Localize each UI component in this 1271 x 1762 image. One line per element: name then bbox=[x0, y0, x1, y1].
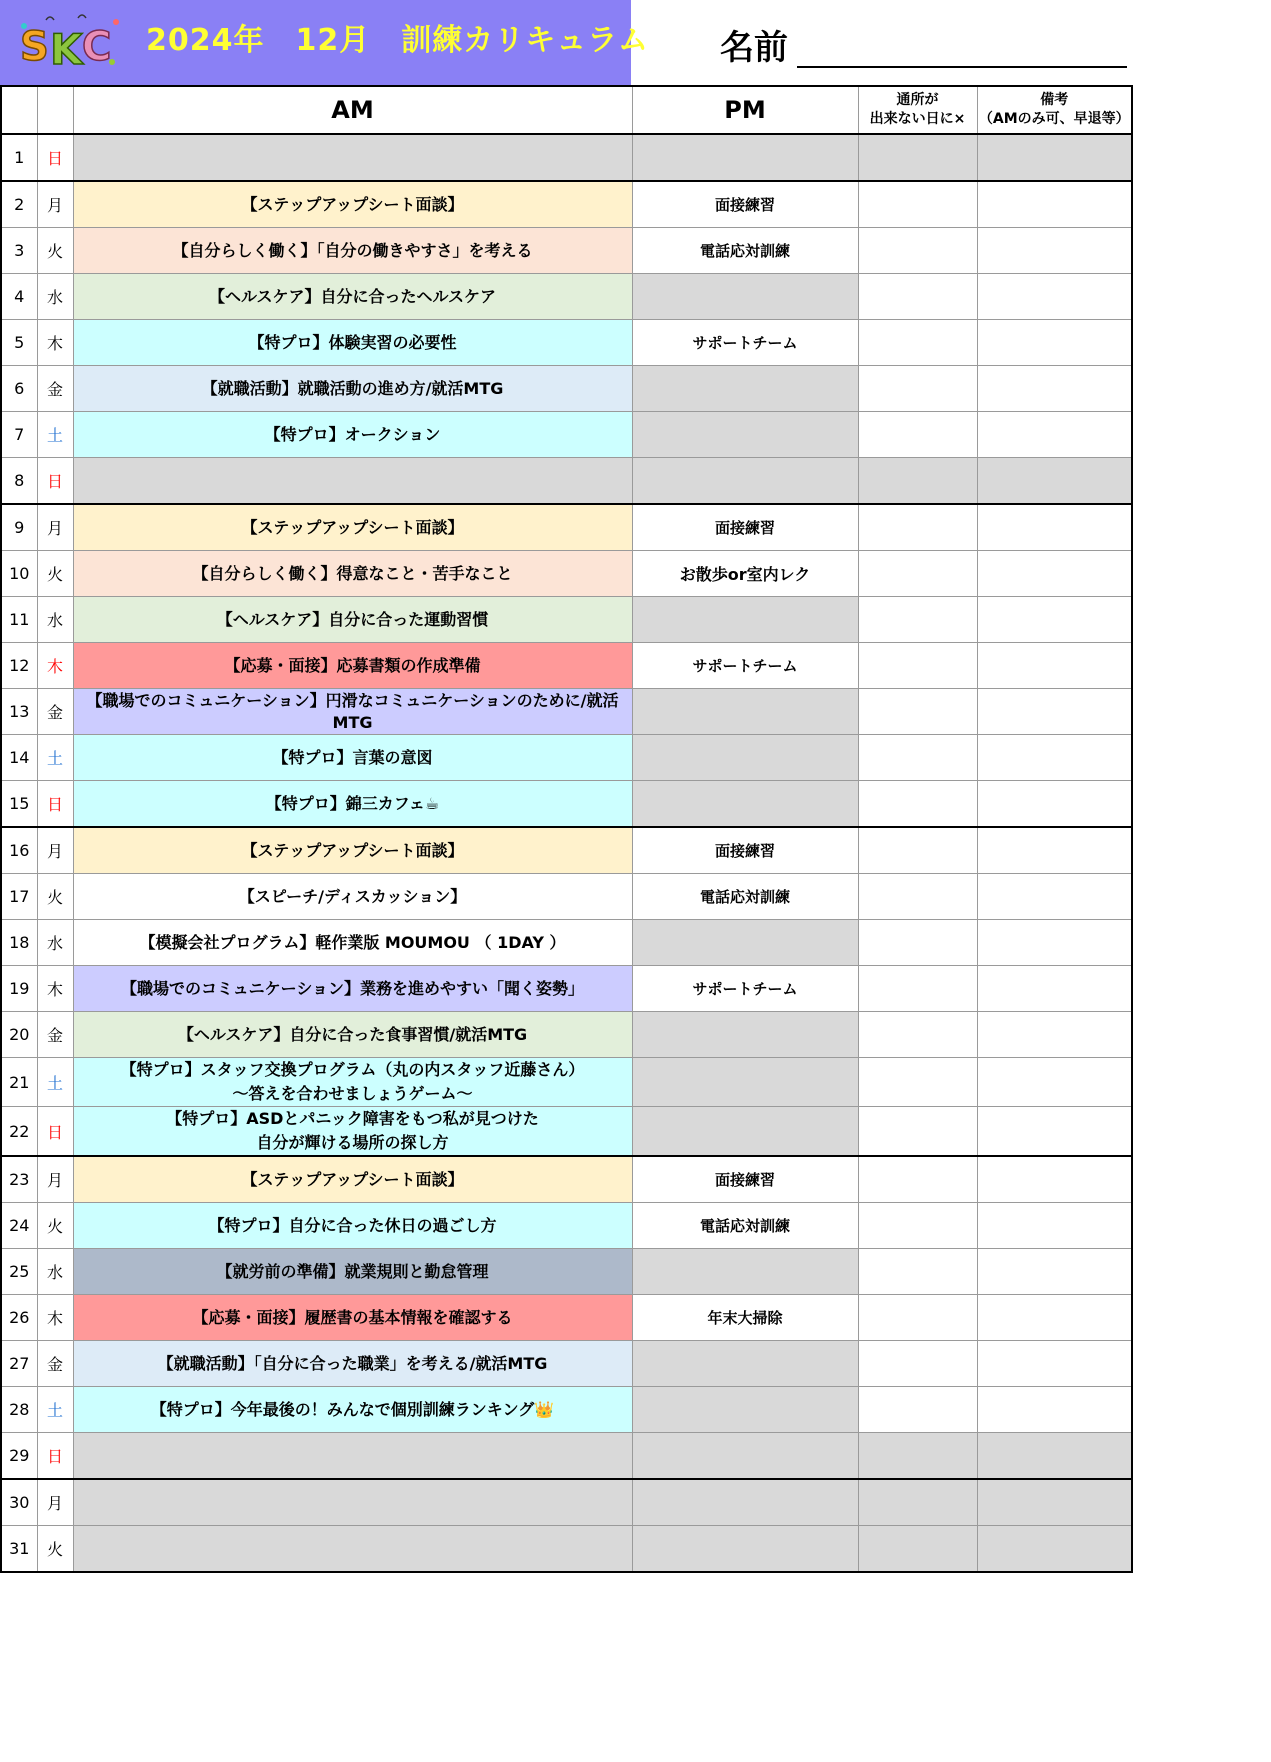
weekday: 木 bbox=[37, 1295, 73, 1341]
pm-program: 年末大掃除 bbox=[632, 1295, 858, 1341]
notes-cell[interactable] bbox=[977, 320, 1132, 366]
weekday: 金 bbox=[37, 1012, 73, 1058]
absent-mark-cell[interactable] bbox=[858, 1387, 977, 1433]
absent-mark-cell[interactable] bbox=[858, 504, 977, 551]
page-title: 2024年 12月 訓練カリキュラム bbox=[146, 23, 649, 58]
absent-mark-cell[interactable] bbox=[858, 597, 977, 643]
notes-cell[interactable] bbox=[977, 1012, 1132, 1058]
absent-mark-cell[interactable] bbox=[858, 689, 977, 735]
table-row bbox=[1, 597, 1132, 643]
pm-program bbox=[632, 597, 858, 643]
weekday: 金 bbox=[37, 1341, 73, 1387]
pm-program: 面接練習 bbox=[632, 504, 858, 551]
header-pm: PM bbox=[632, 86, 858, 134]
am-program: 【特プロ】スタッフ交換プログラム（丸の内スタッフ近藤さん） ～答えを合わせましょうゲーム～ bbox=[73, 1058, 632, 1107]
am-program bbox=[73, 458, 632, 505]
day-number: 28 bbox=[1, 1387, 37, 1433]
day-number: 7 bbox=[1, 412, 37, 458]
weekday: 水 bbox=[37, 1249, 73, 1295]
notes-cell[interactable] bbox=[977, 228, 1132, 274]
table-row bbox=[1, 458, 1132, 505]
pm-program: 電話応対訓練 bbox=[632, 228, 858, 274]
am-program: 【ステップアップシート面談】 bbox=[73, 181, 632, 228]
pm-program: サポートチーム bbox=[632, 320, 858, 366]
table-row bbox=[1, 1058, 1132, 1107]
notes-cell[interactable] bbox=[977, 181, 1132, 228]
absent-mark-cell[interactable] bbox=[858, 1107, 977, 1157]
day-number: 16 bbox=[1, 827, 37, 874]
notes-cell[interactable] bbox=[977, 966, 1132, 1012]
day-number: 12 bbox=[1, 643, 37, 689]
pm-program: 面接練習 bbox=[632, 181, 858, 228]
weekday: 金 bbox=[37, 366, 73, 412]
name-label: 名前 bbox=[720, 28, 788, 68]
weekday: 月 bbox=[37, 827, 73, 874]
table-row bbox=[1, 1249, 1132, 1295]
svg-text:K: K bbox=[50, 25, 83, 70]
table-row bbox=[1, 874, 1132, 920]
table-row bbox=[1, 1295, 1132, 1341]
am-program: 【スピーチ/ディスカッション】 bbox=[73, 874, 632, 920]
table-row bbox=[1, 920, 1132, 966]
am-program bbox=[73, 1526, 632, 1573]
header-notes: 備考 （AMのみ可、早退等） bbox=[977, 86, 1132, 134]
pm-program bbox=[632, 274, 858, 320]
name-write-line[interactable] bbox=[797, 66, 1127, 68]
table-row bbox=[1, 1107, 1132, 1157]
weekday: 土 bbox=[37, 1058, 73, 1107]
header-weekday bbox=[37, 86, 73, 134]
header-day-number bbox=[1, 86, 37, 134]
table-row bbox=[1, 966, 1132, 1012]
absent-mark-cell[interactable] bbox=[858, 366, 977, 412]
pm-program: 電話応対訓練 bbox=[632, 874, 858, 920]
absent-mark-cell[interactable] bbox=[858, 827, 977, 874]
absent-mark-cell[interactable] bbox=[858, 781, 977, 828]
am-program: 【ヘルスケア】自分に合った食事習慣/就活MTG bbox=[73, 1012, 632, 1058]
notes-cell[interactable] bbox=[977, 1387, 1132, 1433]
weekday: 月 bbox=[37, 181, 73, 228]
weekday: 土 bbox=[37, 412, 73, 458]
absent-mark-cell[interactable] bbox=[858, 551, 977, 597]
svg-text:S: S bbox=[20, 24, 49, 70]
day-number: 29 bbox=[1, 1433, 37, 1480]
notes-cell[interactable] bbox=[977, 504, 1132, 551]
weekday: 日 bbox=[37, 134, 73, 181]
am-program: 【特プロ】オークション bbox=[73, 412, 632, 458]
notes-cell[interactable] bbox=[977, 643, 1132, 689]
notes-cell[interactable] bbox=[977, 735, 1132, 781]
day-number: 8 bbox=[1, 458, 37, 505]
table-row bbox=[1, 1341, 1132, 1387]
notes-cell[interactable] bbox=[977, 134, 1132, 181]
absent-mark-cell[interactable] bbox=[858, 181, 977, 228]
day-number: 10 bbox=[1, 551, 37, 597]
day-number: 15 bbox=[1, 781, 37, 828]
am-program: 【特プロ】自分に合った休日の過ごし方 bbox=[73, 1203, 632, 1249]
am-program: 【ステップアップシート面談】 bbox=[73, 827, 632, 874]
pm-program: お散歩or室内レク bbox=[632, 551, 858, 597]
weekday: 火 bbox=[37, 1203, 73, 1249]
weekday: 金 bbox=[37, 689, 73, 735]
am-program: 【就労前の準備】就業規則と勤怠管理 bbox=[73, 1249, 632, 1295]
day-number: 26 bbox=[1, 1295, 37, 1341]
day-number: 23 bbox=[1, 1156, 37, 1203]
header-am: AM bbox=[73, 86, 632, 134]
day-number: 4 bbox=[1, 274, 37, 320]
day-number: 1 bbox=[1, 134, 37, 181]
absent-mark-cell[interactable] bbox=[858, 320, 977, 366]
skc-logo-icon bbox=[16, 14, 124, 70]
notes-cell[interactable] bbox=[977, 781, 1132, 828]
day-number: 11 bbox=[1, 597, 37, 643]
absent-mark-cell[interactable] bbox=[858, 458, 977, 505]
day-number: 19 bbox=[1, 966, 37, 1012]
table-row bbox=[1, 228, 1132, 274]
pm-program bbox=[632, 134, 858, 181]
weekday: 木 bbox=[37, 320, 73, 366]
absent-mark-cell[interactable] bbox=[858, 228, 977, 274]
absent-mark-cell[interactable] bbox=[858, 134, 977, 181]
am-program: 【職場でのコミュニケーション】業務を進めやすい「聞く姿勢」 bbox=[73, 966, 632, 1012]
day-number: 6 bbox=[1, 366, 37, 412]
notes-cell[interactable] bbox=[977, 1156, 1132, 1203]
pm-program bbox=[632, 366, 858, 412]
table-row bbox=[1, 320, 1132, 366]
notes-cell[interactable] bbox=[977, 874, 1132, 920]
am-program: 【特プロ】今年最後の！みんなで個別訓練ランキング👑 bbox=[73, 1387, 632, 1433]
sheet-header bbox=[0, 0, 1131, 85]
day-number: 17 bbox=[1, 874, 37, 920]
table-row bbox=[1, 1012, 1132, 1058]
notes-cell[interactable] bbox=[977, 551, 1132, 597]
table-row bbox=[1, 1156, 1132, 1203]
am-program bbox=[73, 134, 632, 181]
day-number: 31 bbox=[1, 1526, 37, 1573]
day-number: 30 bbox=[1, 1479, 37, 1526]
pm-program bbox=[632, 1107, 858, 1157]
table-row bbox=[1, 274, 1132, 320]
weekday: 火 bbox=[37, 551, 73, 597]
pm-program bbox=[632, 1341, 858, 1387]
table-row bbox=[1, 1203, 1132, 1249]
pm-program bbox=[632, 689, 858, 735]
absent-mark-cell[interactable] bbox=[858, 920, 977, 966]
day-number: 25 bbox=[1, 1249, 37, 1295]
am-program: 【ステップアップシート面談】 bbox=[73, 1156, 632, 1203]
day-number: 27 bbox=[1, 1341, 37, 1387]
weekday: 木 bbox=[37, 966, 73, 1012]
table-header-row bbox=[1, 86, 1132, 134]
pm-program: サポートチーム bbox=[632, 643, 858, 689]
absent-mark-cell[interactable] bbox=[858, 1249, 977, 1295]
table-row bbox=[1, 781, 1132, 828]
pm-program bbox=[632, 1058, 858, 1107]
notes-cell[interactable] bbox=[977, 1203, 1132, 1249]
notes-cell[interactable] bbox=[977, 1107, 1132, 1157]
weekday: 日 bbox=[37, 1107, 73, 1157]
pm-program bbox=[632, 920, 858, 966]
am-program: 【模擬会社プログラム】軽作業版 MOUMOU （ 1DAY ） bbox=[73, 920, 632, 966]
pm-program bbox=[632, 458, 858, 505]
day-number: 24 bbox=[1, 1203, 37, 1249]
table-row bbox=[1, 504, 1132, 551]
absent-mark-cell[interactable] bbox=[858, 1203, 977, 1249]
header-absent: 通所が 出来ない日に× bbox=[858, 86, 977, 134]
pm-program: 面接練習 bbox=[632, 827, 858, 874]
pm-program bbox=[632, 1249, 858, 1295]
am-program: 【特プロ】言葉の意図 bbox=[73, 735, 632, 781]
weekday: 水 bbox=[37, 274, 73, 320]
pm-program: 電話応対訓練 bbox=[632, 1203, 858, 1249]
weekday: 火 bbox=[37, 228, 73, 274]
absent-mark-cell[interactable] bbox=[858, 874, 977, 920]
pm-program bbox=[632, 781, 858, 828]
pm-program bbox=[632, 412, 858, 458]
absent-mark-cell[interactable] bbox=[858, 1156, 977, 1203]
am-program bbox=[73, 1433, 632, 1480]
am-program: 【特プロ】体験実習の必要性 bbox=[73, 320, 632, 366]
absent-mark-cell[interactable] bbox=[858, 1526, 977, 1573]
table-row bbox=[1, 181, 1132, 228]
title-banner bbox=[0, 0, 649, 85]
absent-mark-cell[interactable] bbox=[858, 966, 977, 1012]
weekday: 日 bbox=[37, 1433, 73, 1480]
pm-program bbox=[632, 1433, 858, 1480]
table-row bbox=[1, 689, 1132, 735]
am-program: 【ヘルスケア】自分に合ったヘルスケア bbox=[73, 274, 632, 320]
pm-program: サポートチーム bbox=[632, 966, 858, 1012]
day-number: 2 bbox=[1, 181, 37, 228]
notes-cell[interactable] bbox=[977, 458, 1132, 505]
notes-cell[interactable] bbox=[977, 920, 1132, 966]
absent-mark-cell[interactable] bbox=[858, 1295, 977, 1341]
weekday: 日 bbox=[37, 458, 73, 505]
notes-cell[interactable] bbox=[977, 827, 1132, 874]
absent-mark-cell[interactable] bbox=[858, 1012, 977, 1058]
absent-mark-cell[interactable] bbox=[858, 1433, 977, 1480]
pm-program bbox=[632, 1387, 858, 1433]
weekday: 火 bbox=[37, 874, 73, 920]
am-program: 【特プロ】錦三カフェ☕ bbox=[73, 781, 632, 828]
weekday: 木 bbox=[37, 643, 73, 689]
notes-cell[interactable] bbox=[977, 366, 1132, 412]
am-program: 【自分らしく働く】「自分の働きやすさ」を考える bbox=[73, 228, 632, 274]
table-row bbox=[1, 1433, 1132, 1480]
day-number: 5 bbox=[1, 320, 37, 366]
notes-cell[interactable] bbox=[977, 1479, 1132, 1526]
weekday: 水 bbox=[37, 920, 73, 966]
absent-mark-cell[interactable] bbox=[858, 643, 977, 689]
weekday: 日 bbox=[37, 781, 73, 828]
am-program: 【就職活動】就職活動の進め方/就活MTG bbox=[73, 366, 632, 412]
am-program: 【応募・面接】応募書類の作成準備 bbox=[73, 643, 632, 689]
day-number: 3 bbox=[1, 228, 37, 274]
notes-cell[interactable] bbox=[977, 412, 1132, 458]
svg-text:C: C bbox=[82, 24, 112, 70]
absent-mark-cell[interactable] bbox=[858, 1479, 977, 1526]
weekday: 月 bbox=[37, 1479, 73, 1526]
am-program: 【就職活動】「自分に合った職業」を考える/就活MTG bbox=[73, 1341, 632, 1387]
table-row bbox=[1, 1526, 1132, 1573]
pm-program bbox=[632, 1012, 858, 1058]
absent-mark-cell[interactable] bbox=[858, 412, 977, 458]
absent-mark-cell[interactable] bbox=[858, 274, 977, 320]
notes-cell[interactable] bbox=[977, 1341, 1132, 1387]
weekday: 月 bbox=[37, 1156, 73, 1203]
pm-program bbox=[632, 1479, 858, 1526]
absent-mark-cell[interactable] bbox=[858, 1341, 977, 1387]
curriculum-table bbox=[0, 85, 1133, 1573]
weekday: 火 bbox=[37, 1526, 73, 1573]
weekday: 月 bbox=[37, 504, 73, 551]
notes-cell[interactable] bbox=[977, 1249, 1132, 1295]
am-program bbox=[73, 1479, 632, 1526]
am-program: 【ステップアップシート面談】 bbox=[73, 504, 632, 551]
am-program: 【自分らしく働く】得意なこと・苦手なこと bbox=[73, 551, 632, 597]
absent-mark-cell[interactable] bbox=[858, 1058, 977, 1107]
pm-program bbox=[632, 1526, 858, 1573]
am-program: 【ヘルスケア】自分に合った運動習慣 bbox=[73, 597, 632, 643]
table-row bbox=[1, 134, 1132, 181]
table-row bbox=[1, 827, 1132, 874]
notes-cell[interactable] bbox=[977, 689, 1132, 735]
am-program: 【特プロ】ASDとパニック障害をもつ私が見つけた 自分が輝ける場所の探し方 bbox=[73, 1107, 632, 1157]
am-program: 【職場でのコミュニケーション】円滑なコミュニケーションのために/就活MTG bbox=[73, 689, 632, 735]
table-row bbox=[1, 643, 1132, 689]
day-number: 18 bbox=[1, 920, 37, 966]
table-row bbox=[1, 551, 1132, 597]
weekday: 水 bbox=[37, 597, 73, 643]
notes-cell[interactable] bbox=[977, 597, 1132, 643]
table-row bbox=[1, 1387, 1132, 1433]
day-number: 13 bbox=[1, 689, 37, 735]
am-program: 【応募・面接】履歴書の基本情報を確認する bbox=[73, 1295, 632, 1341]
notes-cell[interactable] bbox=[977, 1058, 1132, 1107]
notes-cell[interactable] bbox=[977, 1295, 1132, 1341]
day-number: 14 bbox=[1, 735, 37, 781]
absent-mark-cell[interactable] bbox=[858, 735, 977, 781]
notes-cell[interactable] bbox=[977, 1526, 1132, 1573]
pm-program bbox=[632, 735, 858, 781]
day-number: 20 bbox=[1, 1012, 37, 1058]
day-number: 9 bbox=[1, 504, 37, 551]
pm-program: 面接練習 bbox=[632, 1156, 858, 1203]
table-row bbox=[1, 412, 1132, 458]
notes-cell[interactable] bbox=[977, 1433, 1132, 1480]
weekday: 土 bbox=[37, 735, 73, 781]
table-row bbox=[1, 735, 1132, 781]
table-row bbox=[1, 1479, 1132, 1526]
weekday: 土 bbox=[37, 1387, 73, 1433]
day-number: 21 bbox=[1, 1058, 37, 1107]
day-number: 22 bbox=[1, 1107, 37, 1157]
table-row bbox=[1, 366, 1132, 412]
notes-cell[interactable] bbox=[977, 274, 1132, 320]
